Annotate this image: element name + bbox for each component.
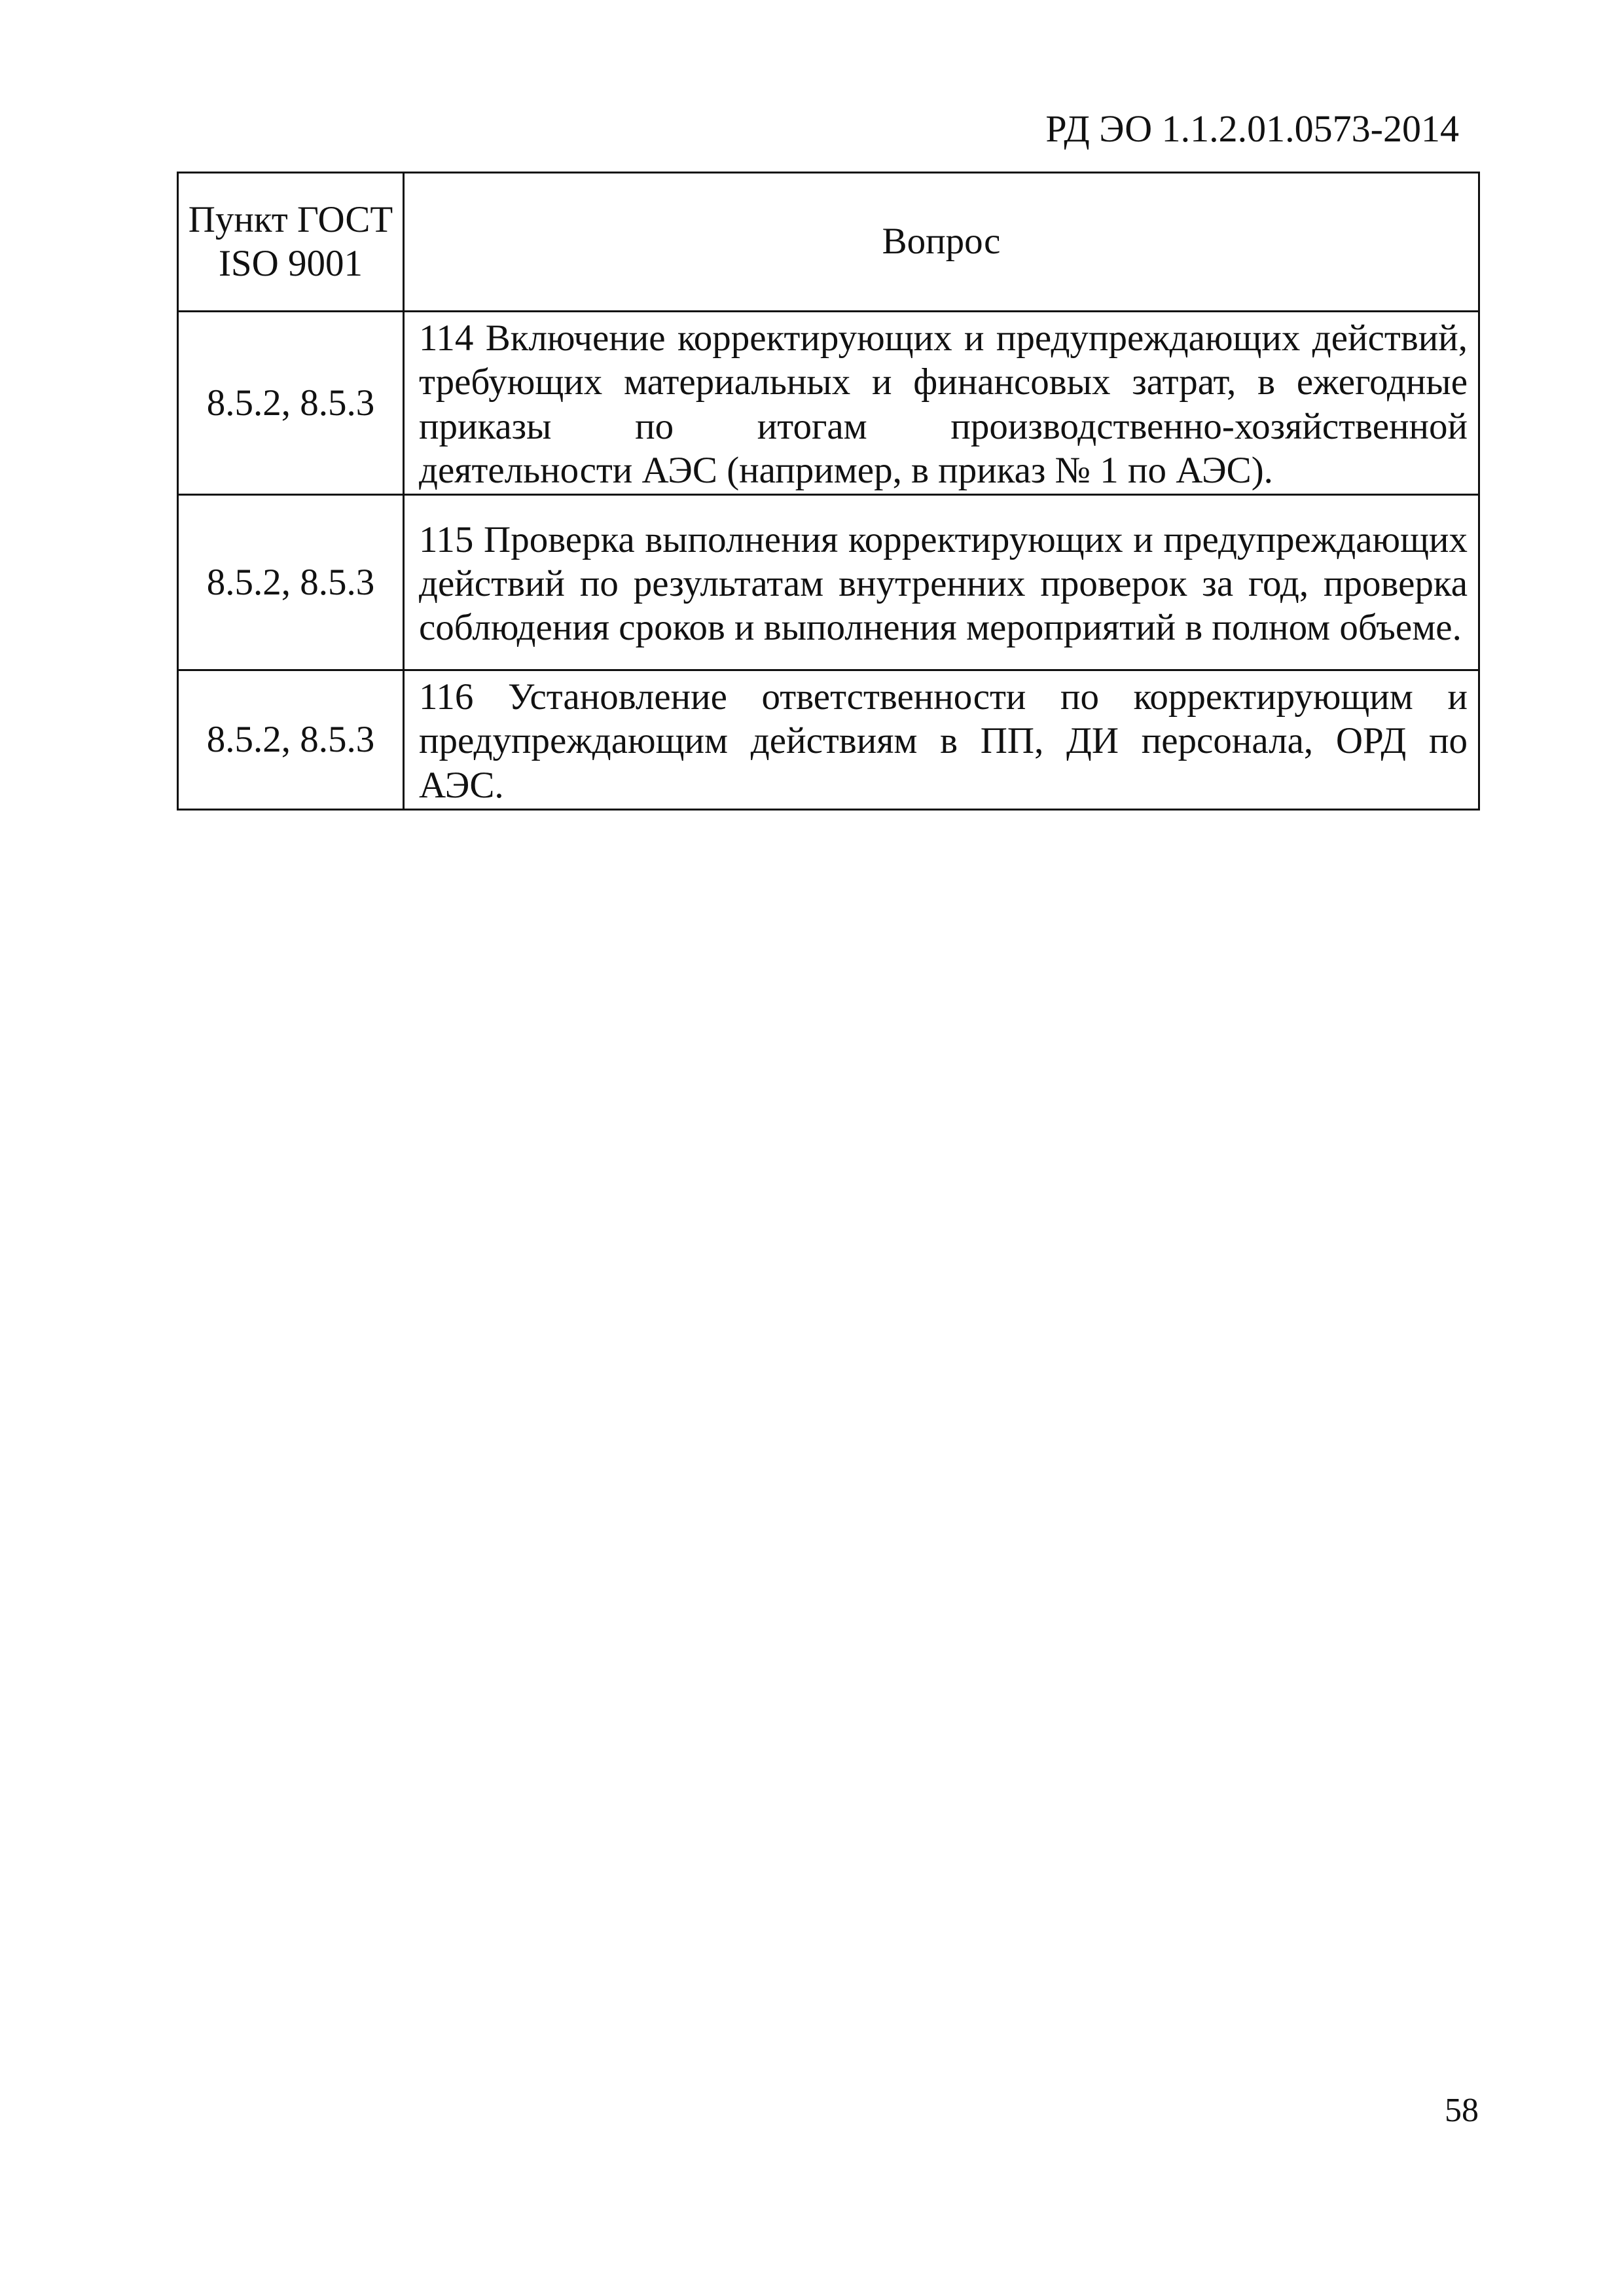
question-cell bbox=[404, 495, 1479, 670]
question-text: 114 Включение корректирующих и предупреждающих действий, требующих материальных и финансовых затрат, в ежегодные приказы по итогам производственно-хозяйственной деятельности АЭС (например, в приказ № 1 по АЭС). bbox=[419, 318, 1468, 491]
page-number: 58 bbox=[1445, 2092, 1479, 2129]
table-body bbox=[178, 312, 1479, 810]
clause-cell: 8.5.2, 8.5.3 bbox=[178, 312, 404, 495]
clause-cell: 8.5.2, 8.5.3 bbox=[178, 495, 404, 670]
column-header-question-label: Вопрос bbox=[882, 221, 1001, 263]
question-cell bbox=[404, 312, 1479, 495]
question-cell bbox=[404, 670, 1479, 810]
column-header-clause-label: Пункт ГОСТ ISO 9001 bbox=[188, 199, 393, 284]
question-text: 115 Проверка выполнения корректирующих и предупреждающих действий по результатам внутренних проверок за год, проверка соблюдения сроков и выполнения мероприятий в полном объеме. bbox=[419, 519, 1468, 649]
table-row bbox=[178, 495, 1479, 670]
table-header bbox=[178, 173, 1479, 312]
question-text: 116 Установление ответственности по корректирующим и предупреждающим действиям в ПП, ДИ персонала, ОРД по АЭС. bbox=[419, 676, 1468, 806]
table-row bbox=[178, 670, 1479, 810]
column-header-clause bbox=[178, 173, 404, 312]
table-row bbox=[178, 312, 1479, 495]
table-header-row bbox=[178, 173, 1479, 312]
clause-cell: 8.5.2, 8.5.3 bbox=[178, 670, 404, 810]
document-code: РД ЭО 1.1.2.01.0573-2014 bbox=[1045, 107, 1459, 150]
questions-table-container bbox=[177, 172, 1478, 811]
column-header-question bbox=[404, 173, 1479, 312]
questions-table bbox=[177, 172, 1480, 811]
